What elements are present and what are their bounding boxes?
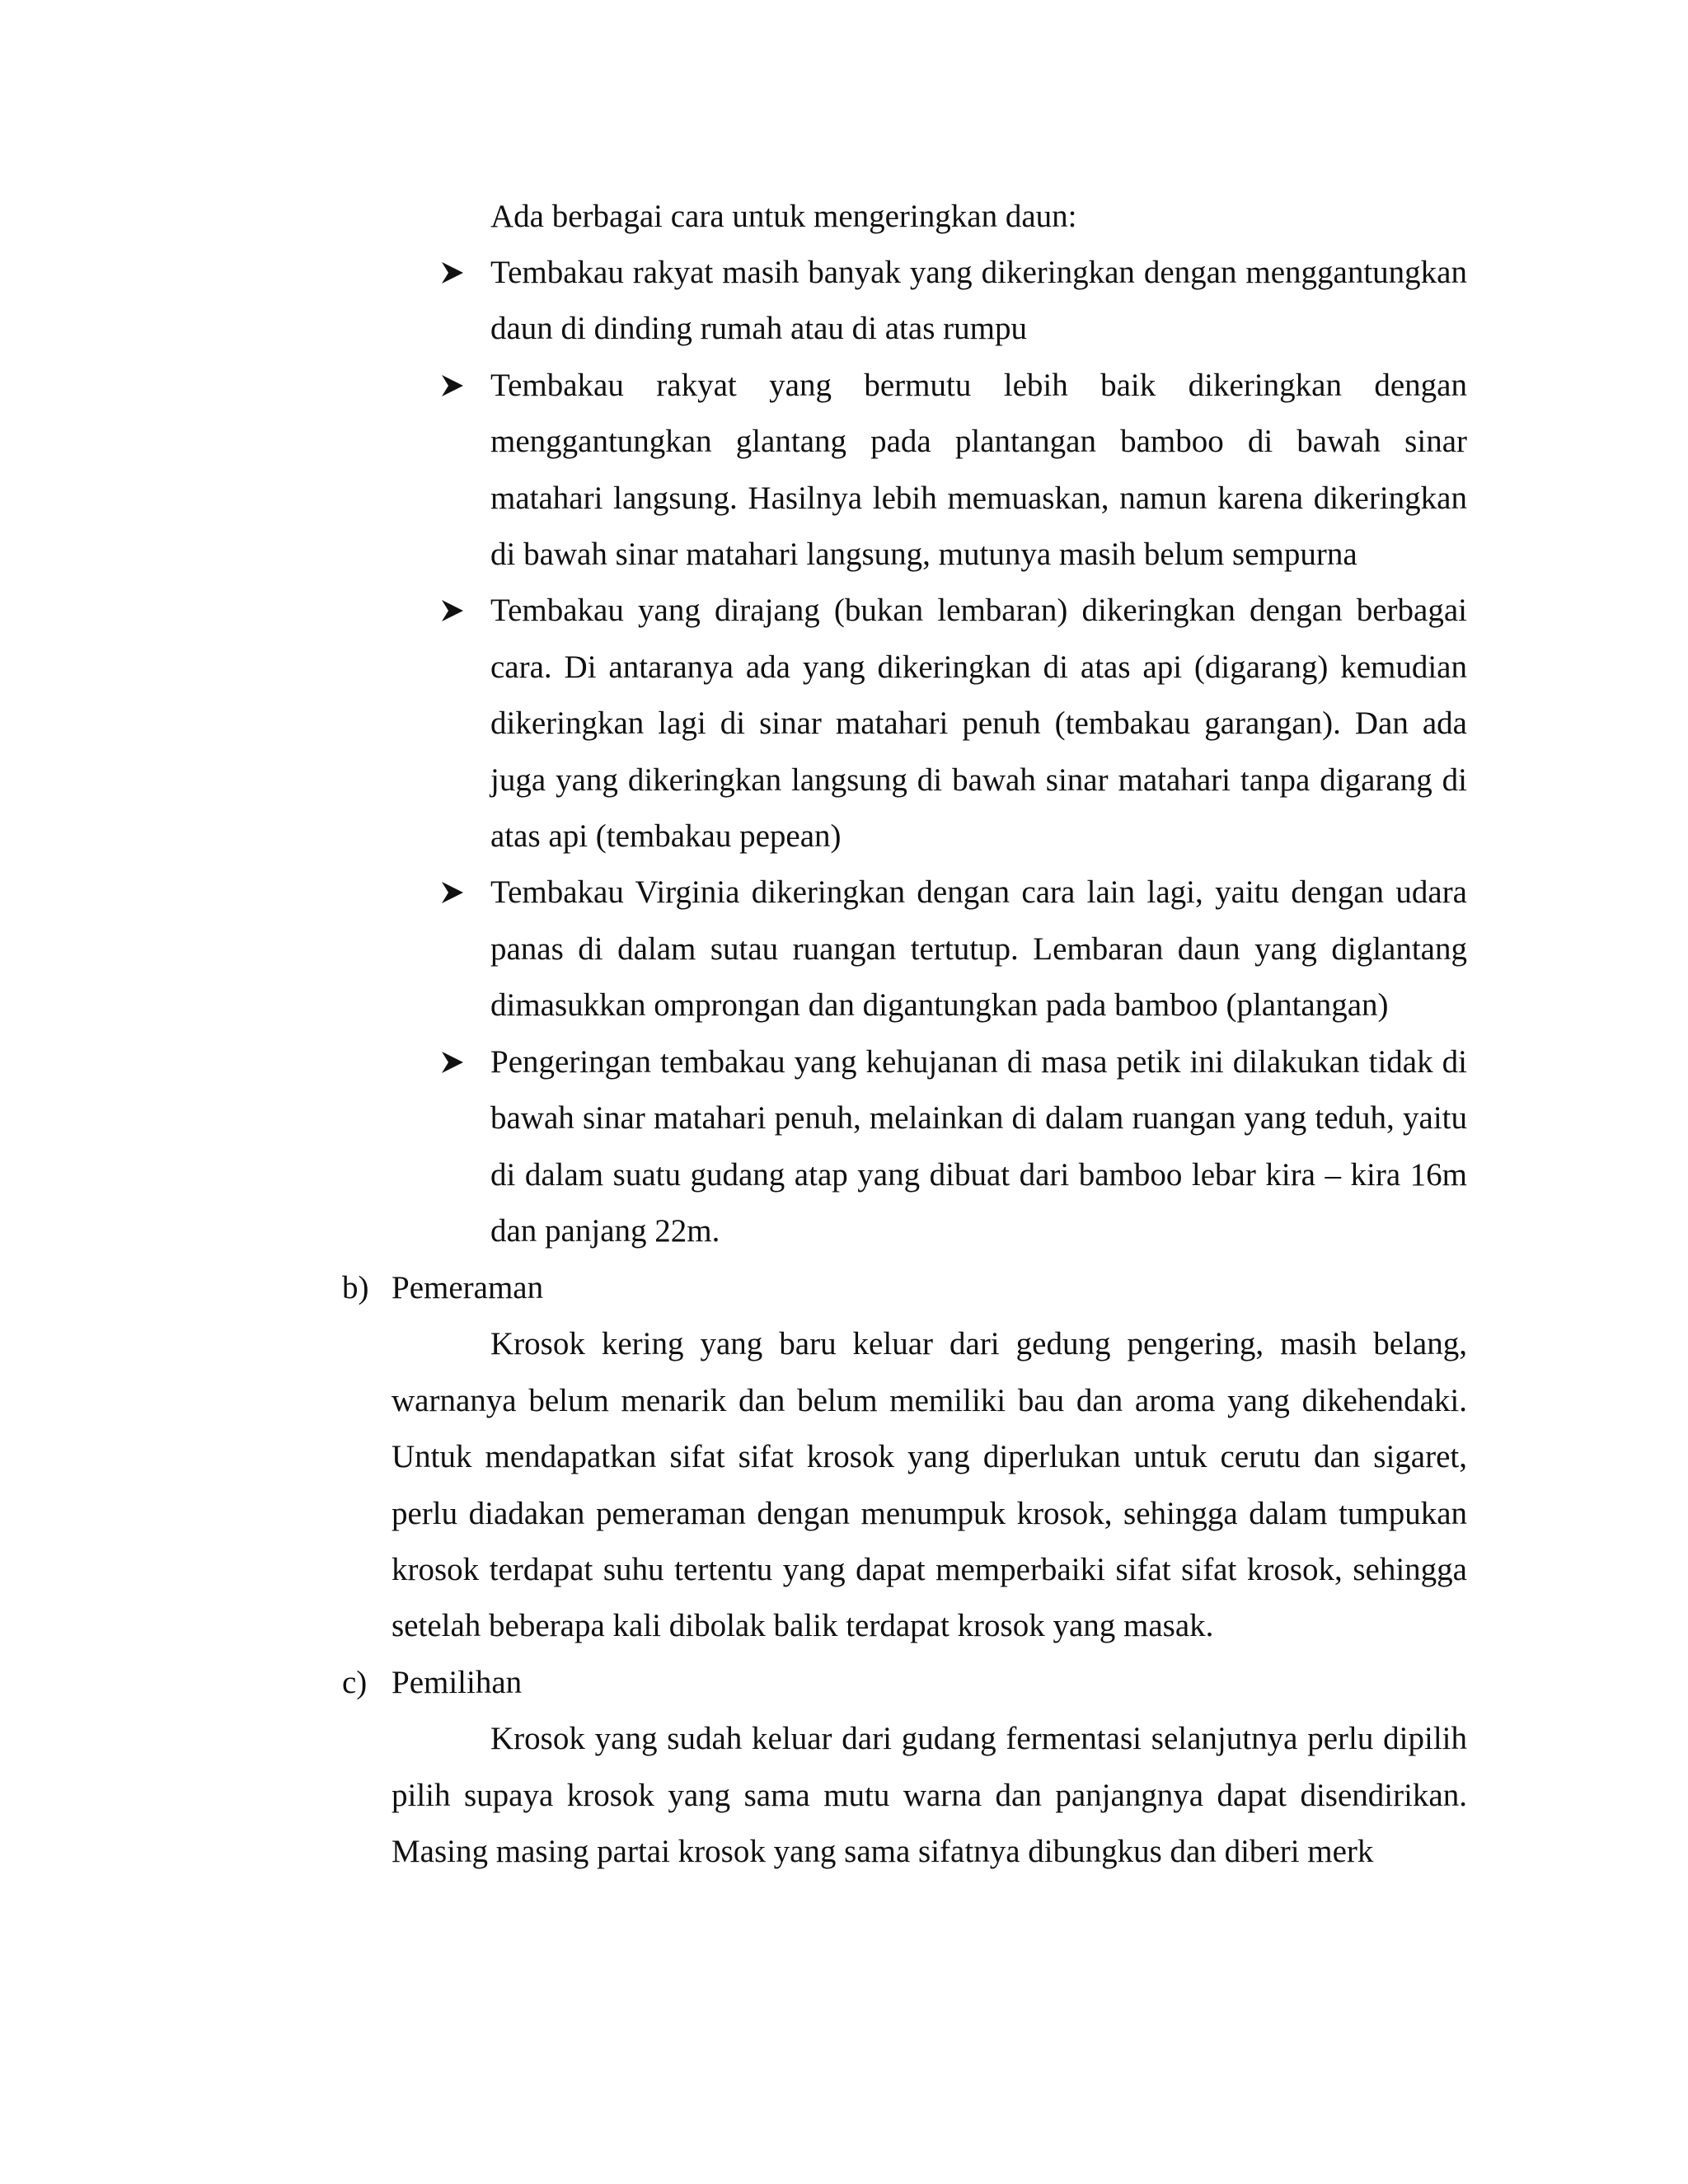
arrowhead-bullet-icon bbox=[441, 374, 464, 397]
list-item bbox=[441, 865, 1467, 1033]
drying-methods-list bbox=[441, 245, 1467, 1259]
list-item-text: Tembakau Virginia dikeringkan dengan cara lain lagi, yaitu dengan udara panas di dalam sutau ruangan tertutup. Lembaran daun yang diglantang dimasukkan omprongan dan digantungkan pada bamboo (plantangan) bbox=[490, 874, 1467, 1024]
section-paragraph: Krosok yang sudah keluar dari gudang fermentasi selanjutnya perlu dipilih pilih supaya krosok yang sama mutu warna dan panjangnya dapat disendirikan. Masing masing partai krosok yang sama sifatnya dibungkus dan diberi merk bbox=[392, 1721, 1467, 1870]
section-paragraph: Krosok kering yang baru keluar dari gedung pengering, masih belang, warnanya belum menarik dan belum memiliki bau dan aroma yang dikehendaki. Untuk mendapatkan sifat sifat krosok yang diperlukan untuk cerutu dan sigaret, perlu diadakan pemeraman dengan menumpuk krosok, sehingga dalam tumpukan krosok terdapat suhu tertentu yang dapat memperbaiki sifat sifat krosok, sehingga setelah beberapa kali dibolak balik terdapat krosok yang masak. bbox=[392, 1326, 1467, 1644]
section-marker: b) bbox=[342, 1270, 369, 1305]
arrowhead-bullet-icon bbox=[441, 599, 464, 622]
arrowhead-bullet-icon bbox=[441, 261, 464, 284]
arrowhead-bullet-icon bbox=[441, 881, 464, 904]
list-item-text: Tembakau yang dirajang (bukan lembaran) dikeringkan dengan berbagai cara. Di antaranya ada yang dikeringkan di atas api (digarang) kemudian dikeringkan lagi di sinar matahari penuh (tembakau garangan). Dan ada juga yang dikeringkan langsung di bawah sinar matahari tanpa digarang di atas api (tembakau pepean) bbox=[490, 593, 1467, 855]
list-item bbox=[441, 358, 1467, 583]
intro-line: Ada berbagai cara untuk mengeringkan daun: bbox=[490, 199, 1077, 234]
section-title: Pemilihan bbox=[392, 1665, 523, 1700]
list-item bbox=[441, 245, 1467, 358]
list-item-text: Tembakau rakyat yang bermutu lebih baik dikeringkan dengan menggantungkan glantang pada plantangan bamboo di bawah sinar matahari langsung. Hasilnya lebih memuaskan, namun karena dikeringkan di bawah sinar matahari langsung, mutunya masih belum sempurna bbox=[490, 367, 1467, 573]
section-heading bbox=[342, 1655, 1467, 1711]
list-item bbox=[441, 583, 1467, 865]
list-item-text: Pengeringan tembakau yang kehujanan di masa petik ini dilakukan tidak di bawah sinar matahari penuh, melainkan di dalam ruangan yang teduh, yaitu di dalam suatu gudang atap yang dibuat dari bamboo lebar kira – kira 16m dan panjang 22m. bbox=[490, 1043, 1467, 1249]
section-pemilihan bbox=[342, 1655, 1467, 1881]
section-title: Pemeraman bbox=[392, 1270, 544, 1305]
section-marker: c) bbox=[342, 1665, 368, 1700]
section-pemeraman bbox=[342, 1260, 1467, 1655]
list-item-text: Tembakau rakyat masih banyak yang dikeringkan dengan menggantungkan daun di dinding rumah atau di atas rumpu bbox=[490, 255, 1467, 347]
arrowhead-bullet-icon bbox=[441, 1051, 464, 1074]
list-item bbox=[441, 1034, 1467, 1260]
section-heading bbox=[342, 1260, 1467, 1316]
